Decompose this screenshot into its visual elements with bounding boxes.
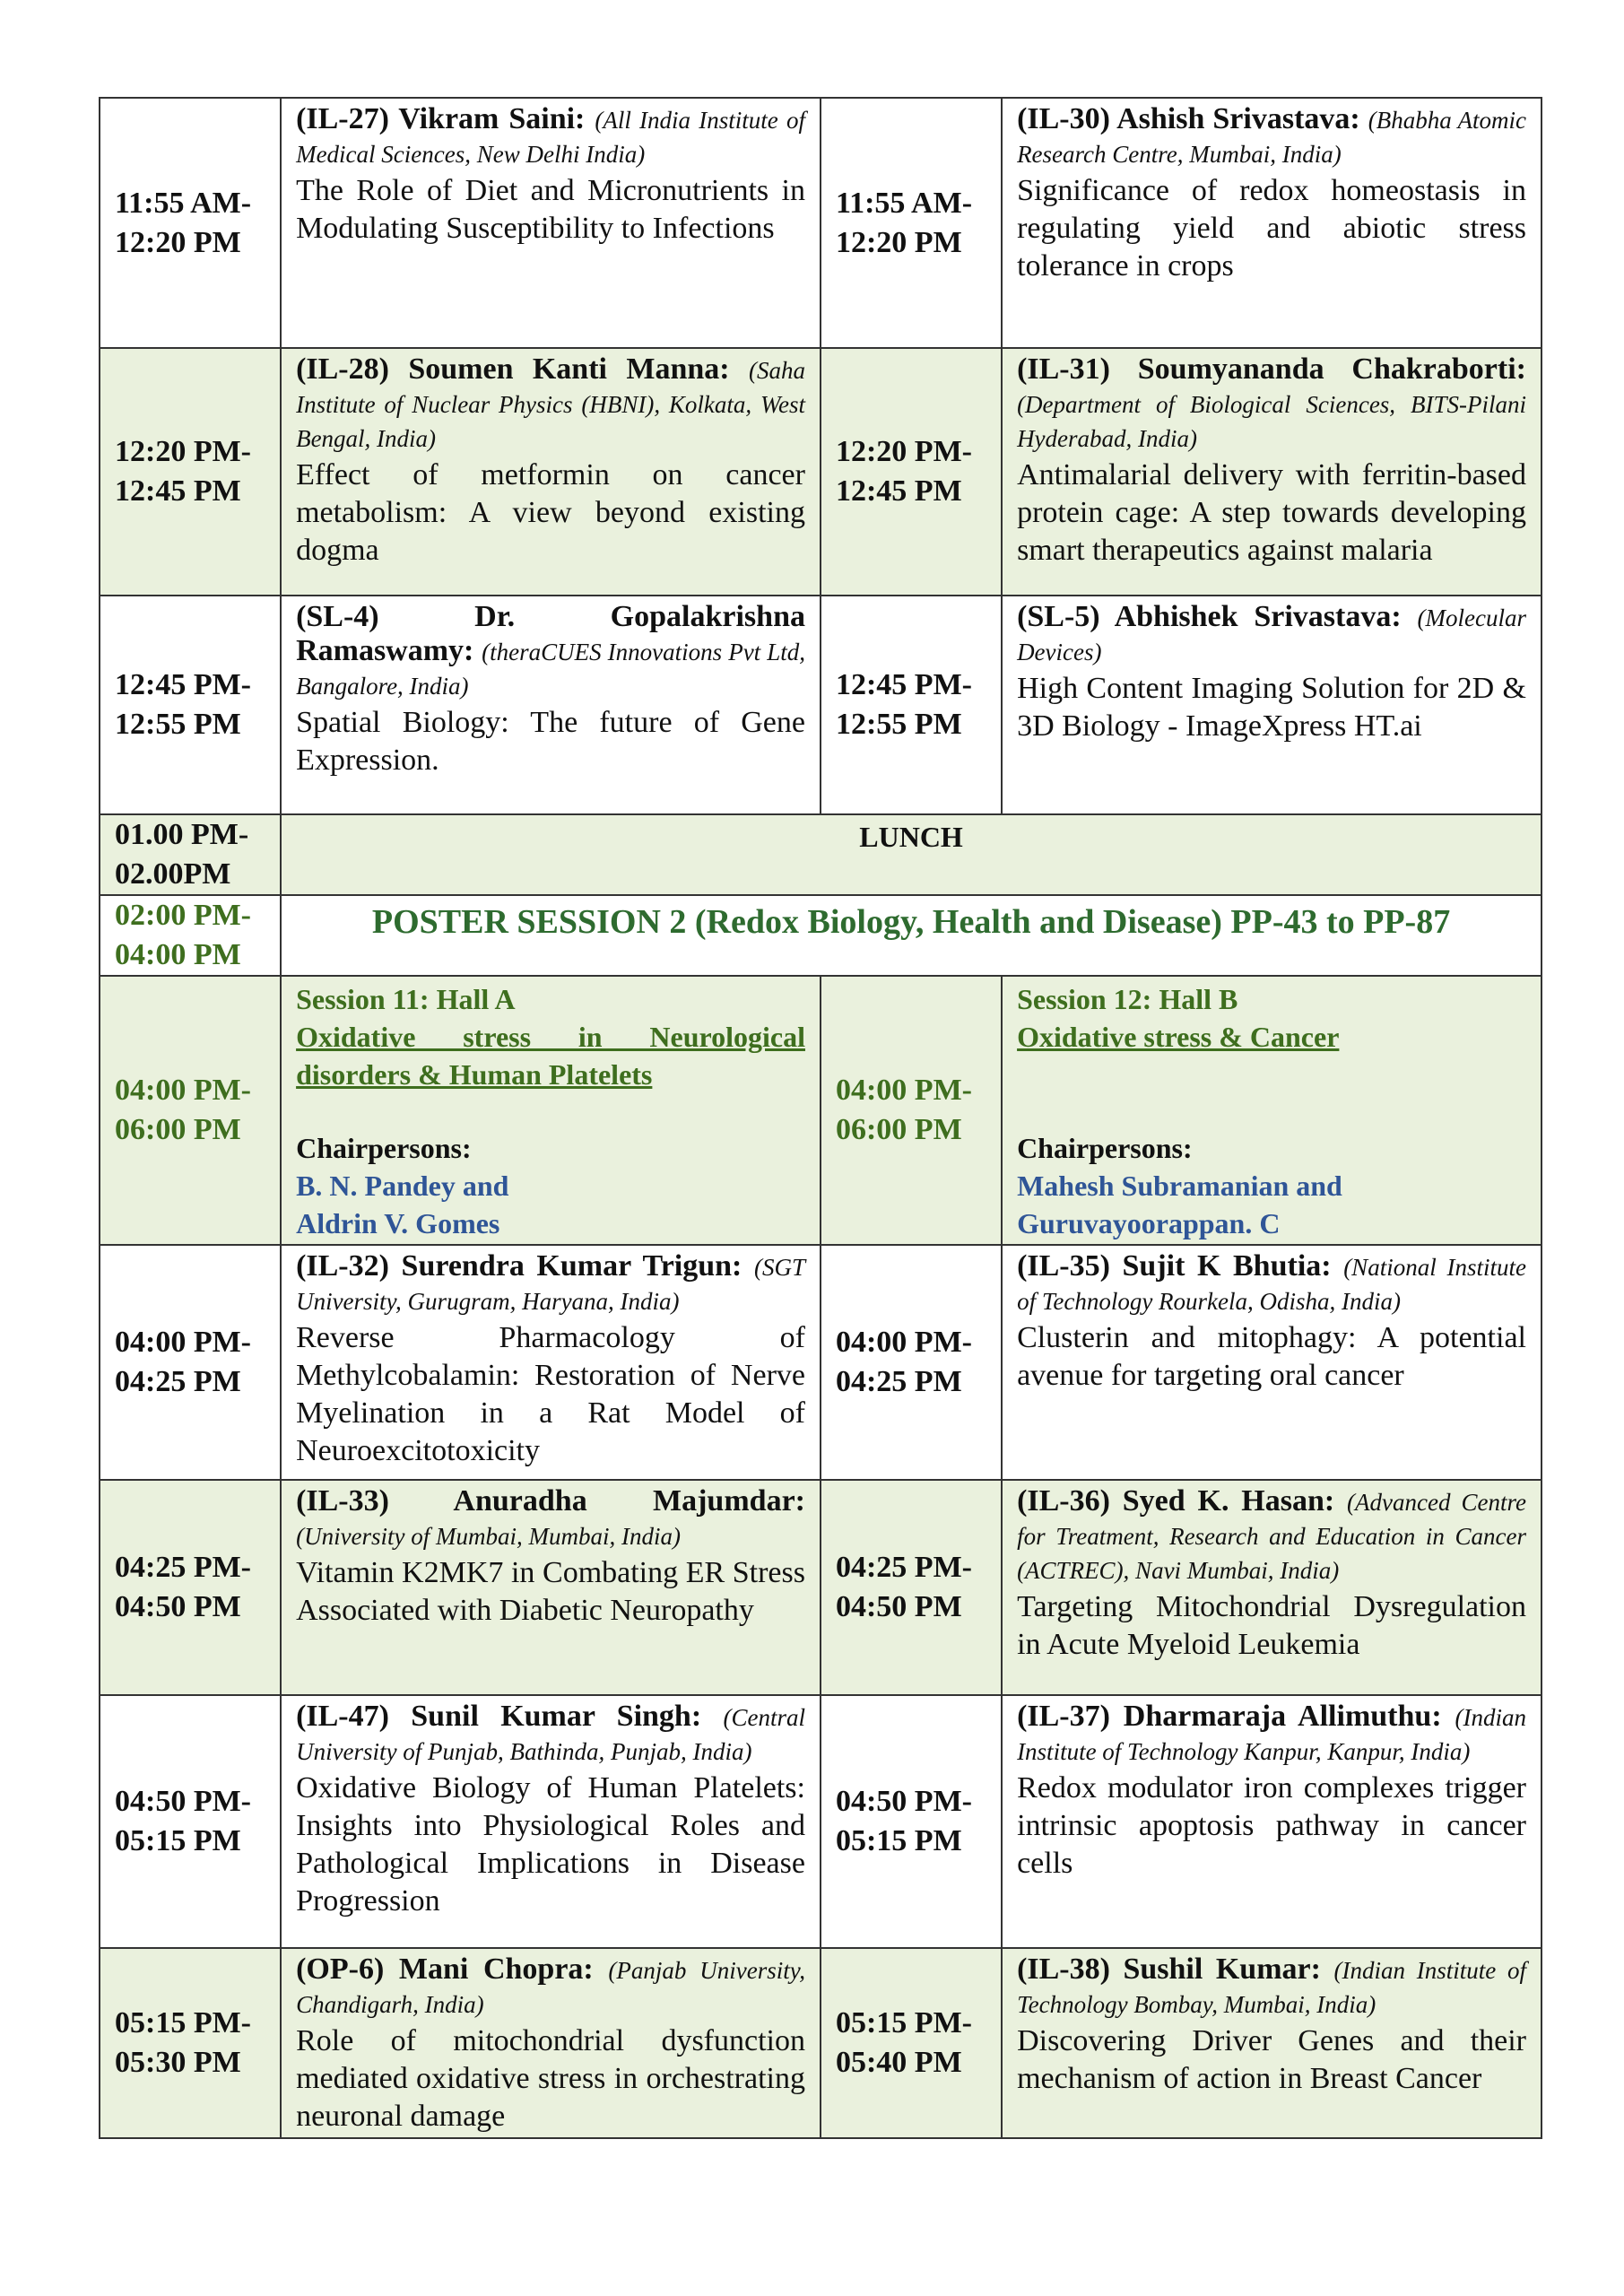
speaker-heading: [1017, 352, 1526, 455]
talk-row: [100, 348, 1541, 596]
speaker-name: (IL-33) Anuradha Majumdar:: [296, 1484, 805, 1518]
talk-cell-left: [281, 1480, 821, 1695]
talk-cell-right: [1002, 596, 1541, 814]
time-slot-left: 04:25 PM- 04:50 PM: [100, 1480, 281, 1695]
talk-title: Discovering Driver Genes and their mechanism of action in Breast Cancer: [1017, 2024, 1526, 2095]
speaker-heading: [1017, 1952, 1526, 2021]
lunch-row: [100, 814, 1541, 895]
chairpersons-label: Chairpersons:: [296, 1132, 472, 1164]
speaker-affiliation: (Indian Institute of Technology Bombay, Mumbai, India): [1017, 1957, 1526, 2018]
speaker-heading: [1017, 102, 1526, 170]
speaker-heading: [296, 1700, 805, 1768]
speaker-heading: [296, 1484, 805, 1552]
speaker-name: (IL-32) Surendra Kumar Trigun:: [296, 1249, 743, 1283]
speaker-heading: [1017, 1484, 1526, 1587]
speaker-affiliation: (Advanced Centre for Treatment, Research and Education in Cancer (ACTREC), Navi Mumbai, India): [1017, 1489, 1527, 1584]
speaker-heading: [296, 1249, 805, 1318]
speaker-affiliation: (National Institute of Technology Rourkela, Odisha, India): [1017, 1254, 1527, 1315]
talk-cell-left: [281, 596, 821, 814]
time-slot-left: 11:55 AM- 12:20 PM: [100, 98, 281, 348]
session-time-left: 04:00 PM- 06:00 PM: [100, 976, 281, 1245]
speaker-affiliation: (Panjab University, Chandigarh, India): [296, 1957, 805, 2018]
talk-cell-left: [281, 1948, 821, 2138]
speaker-affiliation: (University of Mumbai, Mumbai, India): [296, 1523, 682, 1550]
speaker-name: (IL-30) Ashish Srivastava:: [1017, 102, 1360, 135]
time-slot-left: 05:15 PM- 05:30 PM: [100, 1948, 281, 2138]
talk-title: High Content Imaging Solution for 2D & 3D Biology - ImageXpress HT.ai: [1017, 672, 1526, 743]
speaker-heading: [1017, 1700, 1526, 1768]
speaker-name: (IL-27) Vikram Saini:: [296, 102, 586, 135]
poster-session-label: POSTER SESSION 2 (Redox Biology, Health and Disease) PP-43 to PP-87: [281, 895, 1541, 976]
talk-row: [100, 98, 1541, 348]
speaker-affiliation: (Department of Biological Sciences, BITS-Pilani Hyderabad, India): [1017, 391, 1526, 452]
talk-title: Redox modulator iron complexes trigger intrinsic apoptosis pathway in cancer cells: [1017, 1771, 1526, 1880]
speaker-affiliation: (All India Institute of Medical Sciences, New Delhi India): [296, 107, 805, 168]
speaker-heading: [296, 1952, 805, 2021]
session-time-right: 04:00 PM- 06:00 PM: [821, 976, 1002, 1245]
time-slot-right: 11:55 AM- 12:20 PM: [821, 98, 1002, 348]
talk-cell-right: [1002, 1245, 1541, 1480]
talk-title: Spatial Biology: The future of Gene Expression.: [296, 706, 805, 777]
talk-cell-right: [1002, 348, 1541, 596]
speaker-heading: [1017, 600, 1526, 668]
poster-time: 02:00 PM- 04:00 PM: [100, 895, 281, 976]
talk-cell-right: [1002, 1480, 1541, 1695]
time-slot-left: 04:50 PM- 05:15 PM: [100, 1695, 281, 1948]
speaker-affiliation: (theraCUES Innovations Pvt Ltd, Bangalore, India): [296, 639, 805, 700]
speaker-name: (OP-6) Mani Chopra:: [296, 1952, 594, 1986]
speaker-name: (IL-28) Soumen Kanti Manna:: [296, 352, 730, 386]
time-slot-right: 04:25 PM- 04:50 PM: [821, 1480, 1002, 1695]
talk-title: Antimalarial delivery with ferritin-based protein cage: A step towards developing smart therapeutics against malaria: [1017, 458, 1526, 567]
schedule-table: [99, 97, 1542, 2139]
talk-title: Vitamin K2MK7 in Combating ER Stress Associated with Diabetic Neuropathy: [296, 1556, 805, 1627]
speaker-name: (SL-4) Dr. Gopalakrishna Ramaswamy:: [296, 600, 805, 667]
time-slot-left: 12:45 PM- 12:55 PM: [100, 596, 281, 814]
session-topic: Oxidative stress in Neurological disorders & Human Platelets: [296, 1021, 805, 1091]
talk-title: The Role of Diet and Micronutrients in Modulating Susceptibility to Infections: [296, 174, 805, 245]
talk-row: [100, 1245, 1541, 1480]
speaker-name: (IL-47) Sunil Kumar Singh:: [296, 1700, 702, 1733]
talk-cell-left: [281, 1245, 821, 1480]
talk-row: [100, 1695, 1541, 1948]
talk-cell-left: [281, 98, 821, 348]
talk-cell-left: [281, 1695, 821, 1948]
time-slot-right: 04:00 PM- 04:25 PM: [821, 1245, 1002, 1480]
speaker-affiliation: (Molecular Devices): [1017, 604, 1527, 665]
speaker-affiliation: (Central University of Punjab, Bathinda, Punjab, India): [296, 1704, 805, 1765]
speaker-name: (IL-31) Soumyananda Chakraborti:: [1017, 352, 1526, 386]
time-slot-right: 05:15 PM- 05:40 PM: [821, 1948, 1002, 2138]
session-cell-left: [281, 976, 821, 1245]
talk-row: [100, 596, 1541, 814]
talk-row: [100, 1480, 1541, 1695]
schedule-body: [100, 98, 1541, 2138]
speaker-name: (SL-5) Abhishek Srivastava:: [1017, 600, 1402, 633]
session-name: Session 12: Hall B: [1017, 983, 1238, 1015]
session-header-row: [100, 976, 1541, 1245]
session-cell-right: [1002, 976, 1541, 1245]
talk-title: Role of mitochondrial dysfunction mediated oxidative stress in orchestrating neuronal damage: [296, 2024, 805, 2133]
talk-title: Targeting Mitochondrial Dysregulation in Acute Myeloid Leukemia: [1017, 1590, 1526, 1661]
time-slot-left: 04:00 PM- 04:25 PM: [100, 1245, 281, 1480]
talk-title: Significance of redox homeostasis in regulating yield and abiotic stress tolerance in crops: [1017, 174, 1526, 283]
speaker-heading: [1017, 1249, 1526, 1318]
chairperson-name: Guruvayoorappan. C: [1017, 1207, 1281, 1239]
chairperson-name: Mahesh Subramanian and: [1017, 1170, 1342, 1202]
speaker-affiliation: (Indian Institute of Technology Kanpur, Kanpur, India): [1017, 1704, 1526, 1765]
speaker-affiliation: (Saha Institute of Nuclear Physics (HBNI), Kolkata, West Bengal, India): [296, 357, 805, 452]
chairperson-name: B. N. Pandey and: [296, 1170, 509, 1202]
time-slot-right: 12:45 PM- 12:55 PM: [821, 596, 1002, 814]
speaker-heading: [296, 352, 805, 455]
speaker-affiliation: (Bhabha Atomic Research Centre, Mumbai, India): [1017, 107, 1526, 168]
time-slot-left: 12:20 PM- 12:45 PM: [100, 348, 281, 596]
chairperson-name: Aldrin V. Gomes: [296, 1207, 500, 1239]
talk-title: Reverse Pharmacology of Methylcobalamin: Restoration of Nerve Myelination in a Rat Model of Neuroexcitotoxicity: [296, 1321, 805, 1467]
speaker-heading: [296, 102, 805, 170]
speaker-affiliation: (SGT University, Gurugram, Haryana, India): [296, 1254, 805, 1315]
time-slot-right: 12:20 PM- 12:45 PM: [821, 348, 1002, 596]
talk-title: Effect of metformin on cancer metabolism: A view beyond existing dogma: [296, 458, 805, 567]
talk-cell-left: [281, 348, 821, 596]
talk-title: Oxidative Biology of Human Platelets: Insights into Physiological Roles and Pathological Implications in Disease Progression: [296, 1771, 805, 1918]
talk-row: [100, 1948, 1541, 2138]
session-name: Session 11: Hall A: [296, 983, 516, 1015]
talk-cell-right: [1002, 1695, 1541, 1948]
lunch-time: 01.00 PM- 02.00PM: [100, 814, 281, 895]
speaker-heading: [296, 600, 805, 702]
speaker-name: (IL-37) Dharmaraja Allimuthu:: [1017, 1700, 1442, 1733]
speaker-name: (IL-36) Syed K. Hasan:: [1017, 1484, 1335, 1518]
chairpersons-label: Chairpersons:: [1017, 1132, 1193, 1164]
talk-cell-right: [1002, 1948, 1541, 2138]
time-slot-right: 04:50 PM- 05:15 PM: [821, 1695, 1002, 1948]
talk-title: Clusterin and mitophagy: A potential avenue for targeting oral cancer: [1017, 1321, 1526, 1392]
poster-row: [100, 895, 1541, 976]
session-topic: Oxidative stress & Cancer: [1017, 1021, 1340, 1053]
speaker-name: (IL-38) Sushil Kumar:: [1017, 1952, 1321, 1986]
speaker-name: (IL-35) Sujit K Bhutia:: [1017, 1249, 1332, 1283]
talk-cell-right: [1002, 98, 1541, 348]
lunch-label: LUNCH: [281, 814, 1541, 895]
